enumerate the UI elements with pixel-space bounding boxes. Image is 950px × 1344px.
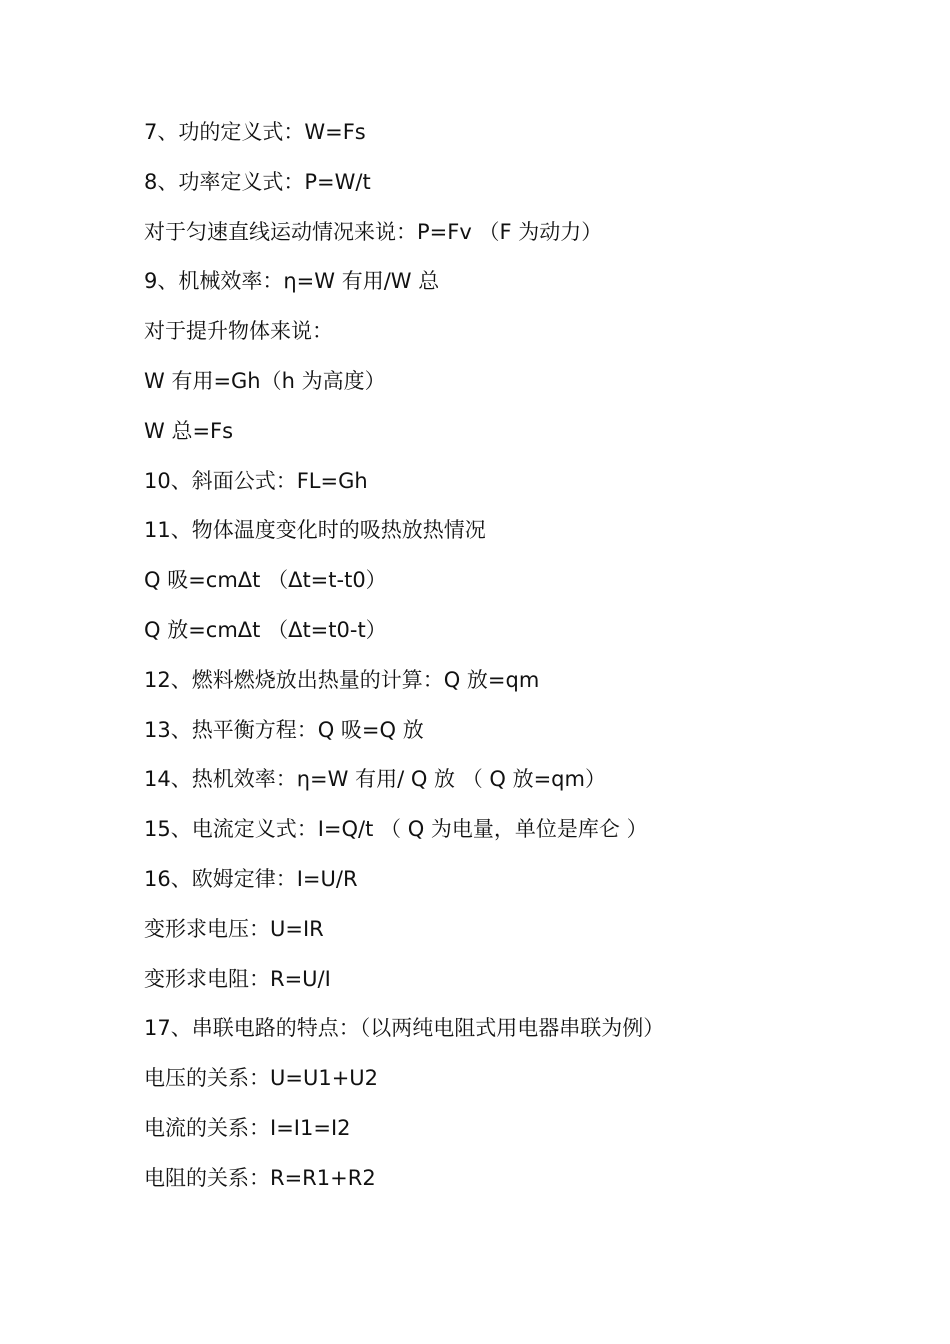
text-line: 15、电流定义式：I=Q/t （ Q 为电量，单位是库仑 ） (144, 817, 648, 842)
text-line: 电流的关系：I=I1=I2 (144, 1115, 351, 1140)
text-line: 8、功率定义式：P=W/t (144, 169, 371, 194)
text-line: 变形求电压：U=IR (144, 916, 324, 941)
text-line: 14、热机效率：η=W 有用/ Q 放 （ Q 放=qm） (144, 767, 606, 792)
text-line: 变形求电阻：R=U/I (144, 966, 331, 991)
text-line: 电阻的关系：R=R1+R2 (144, 1165, 376, 1190)
text-line: 17、串联电路的特点：（以两纯电阻式用电器串联为例） (144, 1016, 665, 1041)
text-line: 7、功的定义式：W=Fs (144, 120, 366, 144)
formula-list (144, 115, 904, 1211)
text-line: W 有用=Gh（h 为高度） (144, 368, 386, 393)
text-line: 13、热平衡方程：Q 吸=Q 放 (144, 717, 424, 742)
text-line: 11、物体温度变化时的吸热放热情况 (144, 518, 486, 543)
text-line: 9、机械效率：η=W 有用/W 总 (144, 269, 440, 294)
text-line: 对于匀速直线运动情况来说：P=Fv （F 为动力） (144, 219, 603, 244)
text-line: W 总=Fs (144, 418, 234, 443)
text-line: 12、燃料燃烧放出热量的计算：Q 放=qm (144, 667, 540, 692)
text-line: 10、斜面公式：FL=Gh (144, 468, 368, 493)
text-line: 电压的关系：U=U1+U2 (144, 1066, 379, 1091)
text-line: 对于提升物体来说： (144, 319, 333, 344)
text-line: 16、欧姆定律：I=U/R (144, 866, 358, 891)
text-line: Q 吸=cmΔt （Δt=t-t0） (144, 568, 387, 593)
text-line: Q 放=cmΔt （Δt=t0-t） (144, 617, 387, 642)
